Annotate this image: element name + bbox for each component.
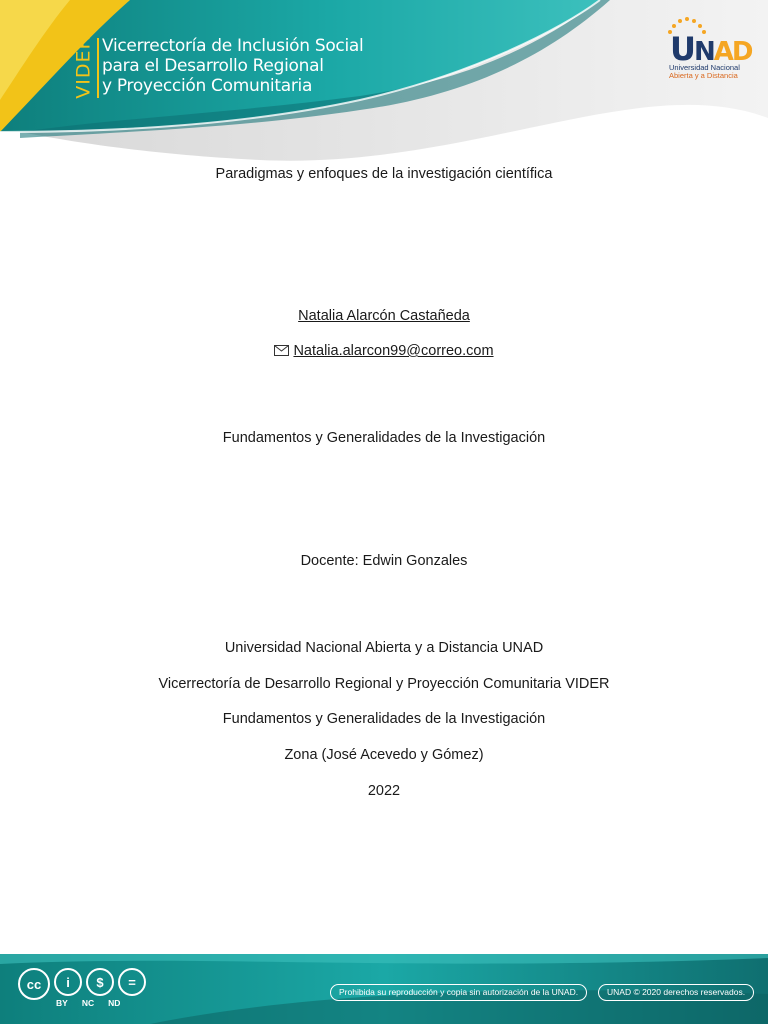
teacher-name: Docente: Edwin Gonzales	[300, 553, 468, 569]
institution-line-2: Vicerrectoría de Desarrollo Regional y Proyección Comunitaria VIDER	[158, 676, 610, 692]
copyright-notice: UNAD © 2020 derechos reservados.	[598, 984, 754, 1001]
header-title	[102, 36, 363, 96]
by-person-icon: i	[54, 968, 82, 996]
logo-wordmark: UNAD	[670, 30, 752, 68]
vider-vertical-label: VIDER	[73, 35, 96, 99]
institution-line-1: Universidad Nacional Abierta y a Distancia UNAD	[224, 640, 544, 656]
reproduction-notice: Prohibida su reproducción y copia sin autorización de la UNAD.	[330, 984, 587, 1001]
cc-label-nd: ND	[108, 998, 121, 1008]
mail-icon	[274, 345, 289, 356]
cc-label-by: BY	[56, 998, 68, 1008]
nd-equals-icon: =	[118, 968, 146, 996]
cc-label-nc: NC	[81, 998, 95, 1008]
year: 2022	[367, 783, 401, 799]
logo-subtitle: Universidad Nacional Abierta y a Distancia	[669, 63, 740, 80]
cc-labels	[56, 998, 120, 1008]
nc-dollar-icon: $	[86, 968, 114, 996]
header-title-line-2: para el Desarrollo Regional	[102, 56, 324, 76]
header-title-line-1: Vicerrectoría de Inclusión Social	[102, 36, 364, 56]
author-email-row	[0, 342, 768, 360]
header-banner	[0, 0, 768, 170]
author-name	[0, 307, 768, 325]
author-email-link[interactable]: Natalia.alarcon99@correo.com	[293, 343, 494, 359]
institution-line-3: Fundamentos y Generalidades de la Investigación	[222, 711, 546, 727]
course-name: Fundamentos y Generalidades de la Investigación	[222, 430, 546, 446]
creative-commons-badges	[18, 968, 146, 1000]
document-title: Paradigmas y enfoques de la investigación científica	[215, 166, 553, 182]
institution-line-4: Zona (José Acevedo y Gómez)	[284, 747, 484, 763]
footer-banner	[0, 954, 768, 1024]
header-divider	[97, 38, 99, 98]
author-name-text: Natalia Alarcón Castañeda	[298, 308, 470, 324]
header-title-line-3: y Proyección Comunitaria	[102, 76, 313, 96]
cc-icon: cc	[18, 968, 50, 1000]
unad-logo	[664, 16, 754, 86]
